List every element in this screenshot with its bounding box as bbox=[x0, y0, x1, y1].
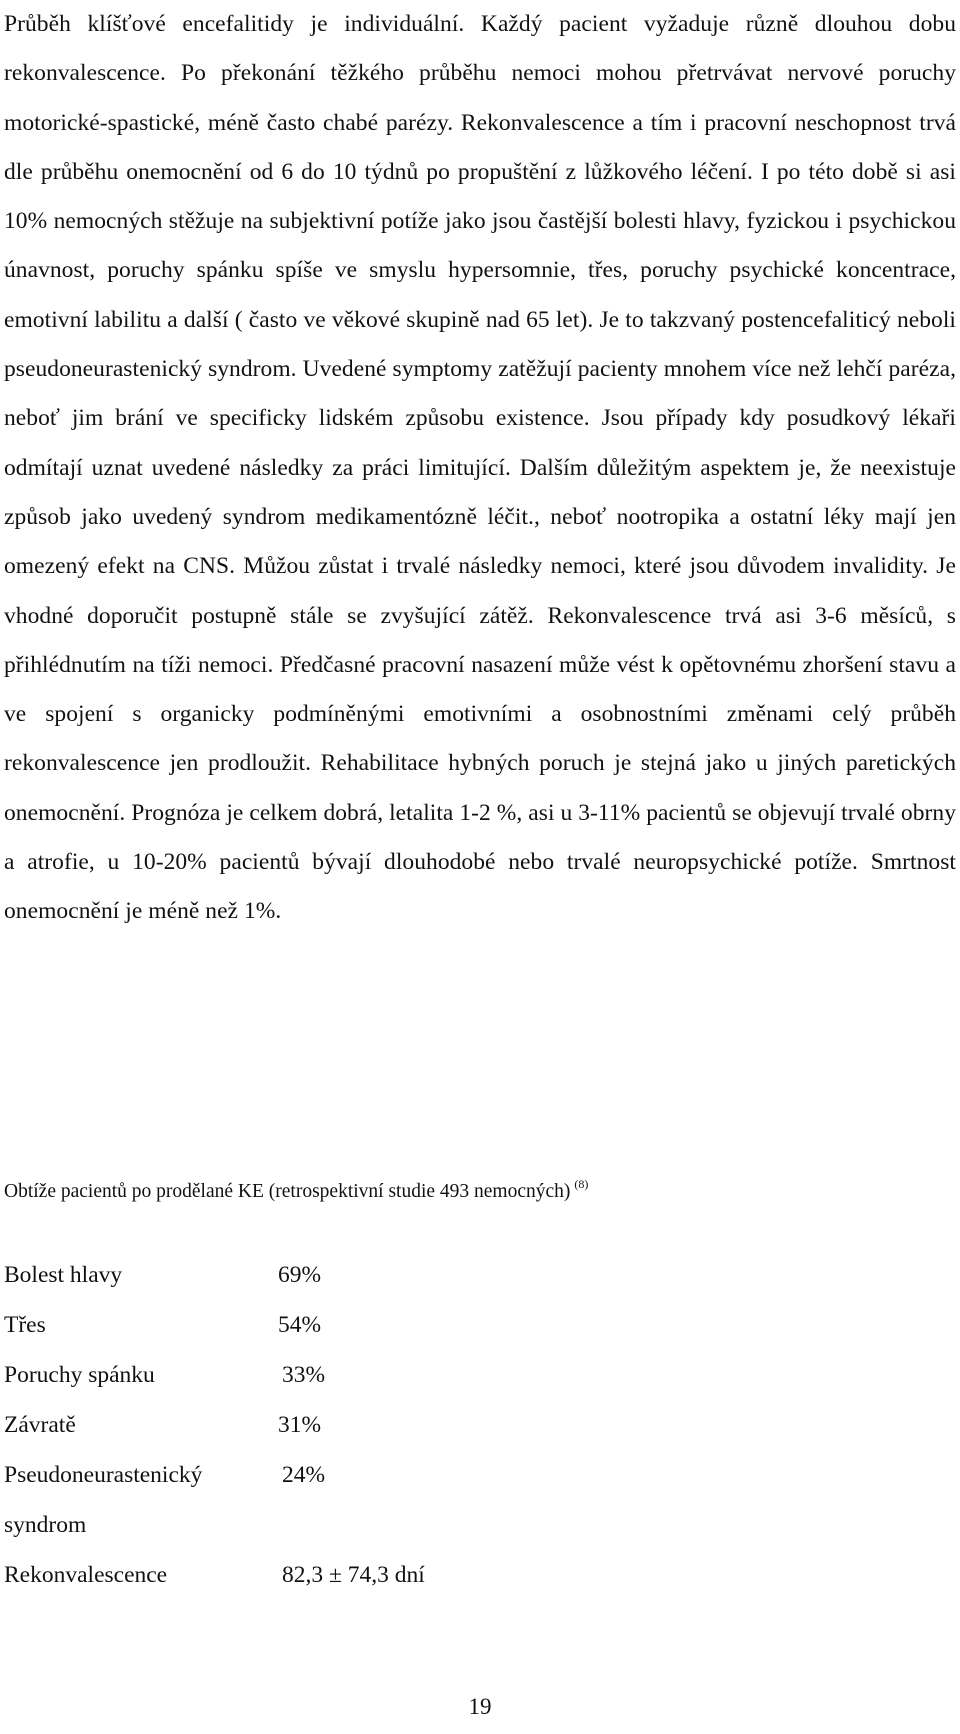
caption-text: Obtíže pacientů po prodělané KE (retrospektivní studie 493 nemocných) bbox=[4, 1181, 571, 1202]
symptom-label: Třes bbox=[4, 1312, 46, 1338]
symptom-value: 69% bbox=[278, 1262, 322, 1288]
symptom-value: 31% bbox=[278, 1412, 322, 1438]
body-paragraph: Průběh klíšťové encefalitidy je individuální. Každý pacient vyžaduje různě dlouhou dobu rekonvalescence. Po překonání těžkého průběhu nemoci mohou přetrvávat nervové poruchy motorické-spastické, méně často chabé parézy. Rekonvalescence a tím i pracovní neschopnost trvá dle průběhu onemocnění od 6 do 10 týdnů po propuštění z lůžkového léčení. I po této době si asi 10% nemocných stěžuje na subjektivní potíže jako jsou častější bolesti hlavy, fyzickou i psychickou únavnost, poruchy spánku spíše ve smyslu hypersomnie, třes, poruchy psychické koncentrace, emotivní labilitu a další ( často ve věkové skupině nad 65 let). Je to takzvaný postencefaliticý neboli pseudoneurastenický syndrom. Uvedené symptomy zatěžují pacienty mnohem více než lehčí paréza, neboť jim brání ve specificky lidském způsobu existence. Jsou případy kdy posudkový lékaři odmítají uznat uvedené následky za práci limitující. Dalším důležitým aspektem je, že neexistuje způsob jako uvedený syndrom medikamentózně léčit., neboť nootropika a ostatní léky mají jen omezený efekt na CNS. Můžou zůstat i trvalé následky nemoci, které jsou důvodem invalidity. Je vhodné doporučit postupně stále se zvyšující zátěž. Rekonvalescence trvá asi 3-6 měsíců, s přihlédnutím na tíži nemoci. Předčasné pracovní nasazení může vést k opětovnému zhoršení stavu a ve spojení s organicky podmíněnými emotivními a osobnostními změnami celý průběh rekonvalescence jen prodloužit. Rehabilitace hybných poruch je stejná jako u jiných paretických onemocnění. Prognóza je celkem dobrá, letalita 1-2 %, asi u 3-11% pacientů se objevují trvalé obrny a atrofie, u 10-20% pacientů bývají dlouhodobé nebo trvalé neuropsychické potíže. Smrtnost onemocnění je méně než 1%. bbox=[4, 11, 956, 925]
list-item bbox=[2, 1300, 602, 1350]
symptom-value: 33% bbox=[282, 1362, 326, 1388]
table-caption bbox=[4, 1177, 944, 1205]
list-item bbox=[2, 1450, 602, 1550]
list-item bbox=[2, 1550, 602, 1600]
list-item bbox=[2, 1400, 602, 1450]
symptom-value: 82,3 ± 74,3 dní bbox=[282, 1562, 425, 1588]
symptom-label: Poruchy spánku bbox=[4, 1362, 155, 1388]
symptom-value: 54% bbox=[278, 1312, 322, 1338]
page-number: 19 bbox=[468, 1694, 492, 1719]
symptom-label: Pseudoneurastenický syndrom bbox=[4, 1462, 203, 1538]
symptom-value: 24% bbox=[282, 1462, 326, 1488]
symptom-list bbox=[2, 1250, 602, 1600]
list-item bbox=[2, 1250, 602, 1300]
symptom-label: Rekonvalescence bbox=[4, 1562, 168, 1588]
caption-reference: (8) bbox=[574, 1177, 589, 1191]
symptom-label: Bolest hlavy bbox=[4, 1262, 123, 1288]
symptom-label: Závratě bbox=[4, 1412, 76, 1438]
list-item bbox=[2, 1350, 602, 1400]
